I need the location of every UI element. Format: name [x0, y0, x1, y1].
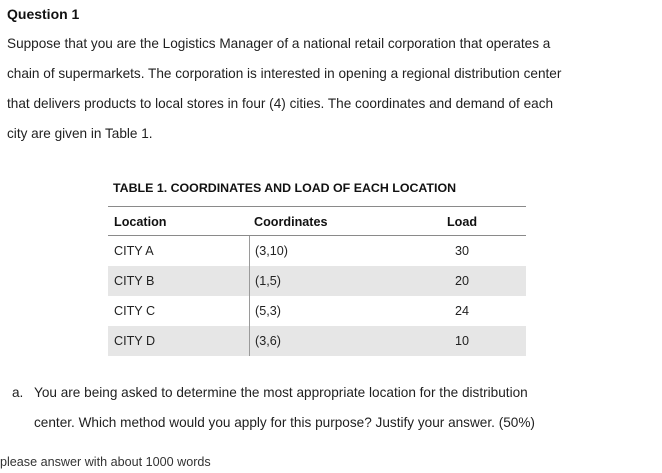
- load-cell: 20: [454, 274, 469, 288]
- table-row: [108, 236, 526, 266]
- paragraph-line: city are given in Table 1.: [7, 126, 153, 141]
- subquestion-line: center. Which method would you apply for this purpose? Justify your answer. (50%): [34, 415, 535, 430]
- table-row: [108, 266, 526, 296]
- coordinates-cell: (3,6): [249, 326, 415, 356]
- location-cell: CITY B: [114, 274, 155, 288]
- location-cell: CITY D: [114, 334, 156, 348]
- load-cell: 10: [454, 334, 469, 348]
- location-cell: CITY C: [114, 304, 156, 318]
- coordinates-cell: (3,10): [249, 236, 415, 266]
- load-cell: 24: [454, 304, 469, 318]
- column-header-location: Location: [114, 215, 167, 229]
- column-header-coordinates: Coordinates: [254, 215, 328, 229]
- location-table: [108, 206, 526, 356]
- paragraph-line: chain of supermarkets. The corporation is interested in opening a regional distribution center: [7, 66, 562, 81]
- coordinates-cell: (1,5): [249, 266, 415, 296]
- subquestion-label: a.: [12, 385, 24, 400]
- location-cell: CITY A: [114, 244, 154, 258]
- paragraph-line: that delivers products to local stores in four (4) cities. The coordinates and demand of each: [7, 96, 554, 111]
- table-header-row: [108, 206, 526, 236]
- load-cell: 30: [454, 244, 469, 258]
- column-header-load: Load: [446, 215, 478, 229]
- paragraph-line: Suppose that you are the Logistics Manager of a national retail corporation that operates a: [7, 36, 551, 51]
- table-row: [108, 326, 526, 356]
- coordinates-cell: (5,3): [249, 296, 415, 326]
- subquestion-line: You are being asked to determine the most appropriate location for the distribution: [34, 385, 528, 400]
- table-row: [108, 296, 526, 326]
- table-title: TABLE 1. COORDINATES AND LOAD OF EACH LOCATION: [113, 181, 457, 195]
- answer-instruction-note: please answer with about 1000 words: [0, 455, 211, 469]
- question-heading: Question 1: [7, 6, 80, 22]
